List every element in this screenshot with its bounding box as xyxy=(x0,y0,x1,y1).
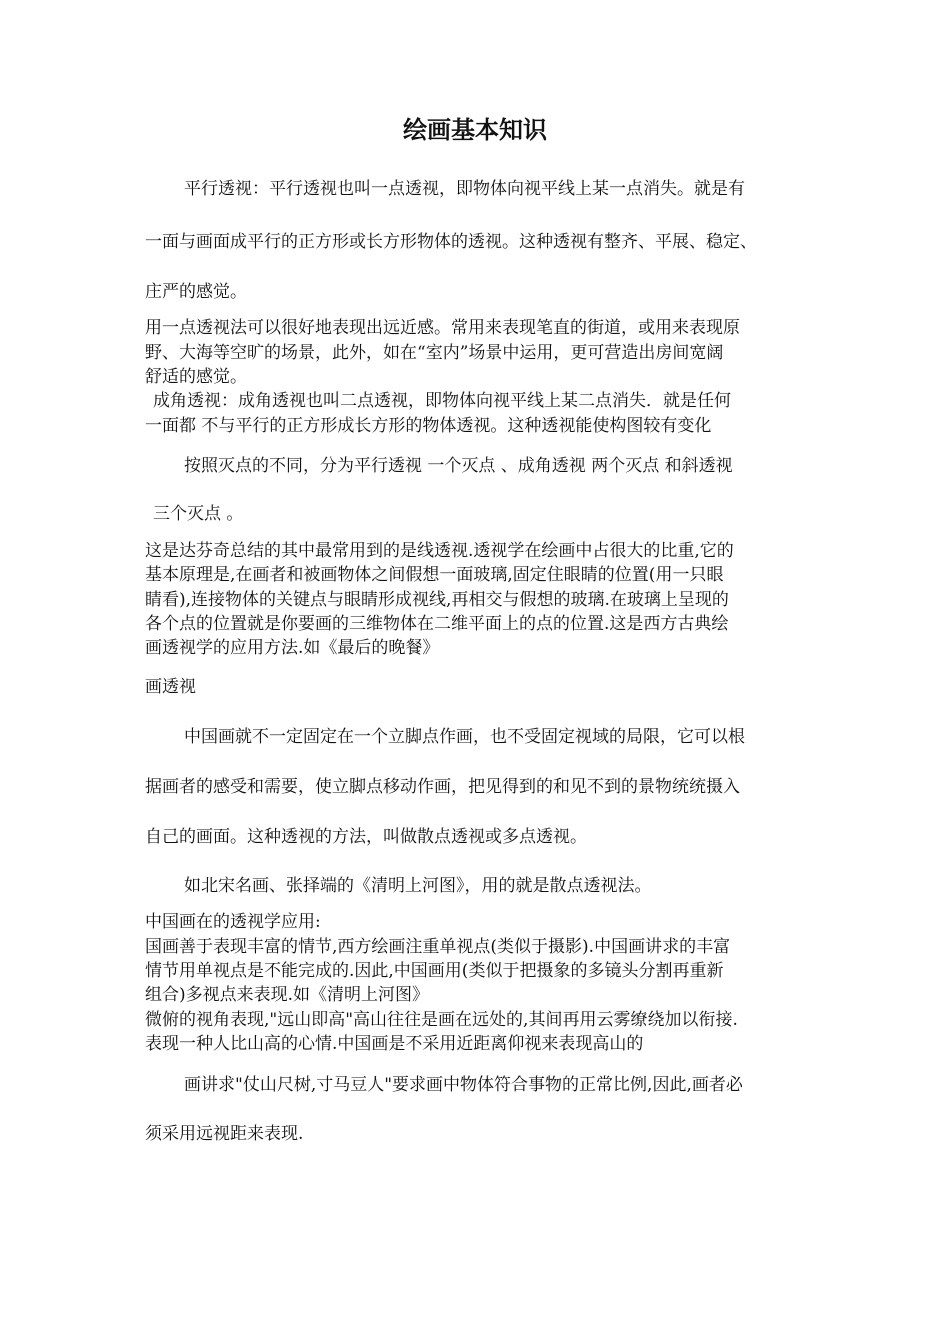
text-line: 表现一种人比山高的心情.中国画是不采用近距离仰视来表现高山的 xyxy=(145,1034,644,1054)
text-line: 用一点透视法可以很好地表现出远近感。常用来表现笔直的街道，或用来表现原 xyxy=(145,318,740,338)
text-line: 画透视学的应用方法.如《最后的晚餐》 xyxy=(145,638,440,658)
text-line: 三个灭点 。 xyxy=(153,504,244,524)
text-line: 基本原理是,在画者和被画物体之间假想一面玻璃,固定住眼睛的位置(用一只眼 xyxy=(145,565,724,585)
document-title: 绘画基本知识 xyxy=(403,115,547,144)
text-line: 如北宋名画、张择端的《清明上河图》，用的就是散点透视法。 xyxy=(184,876,652,896)
text-line: 各个点的位置就是你要画的三维物体在二维平面上的点的位置.这是西方古典绘 xyxy=(145,614,729,634)
text-line: 庄严的感觉。 xyxy=(145,282,247,302)
text-line: 画讲求"仗山尺树,寸马豆人"要求画中物体符合事物的正常比例,因此,画者必 xyxy=(184,1075,743,1095)
text-line: 国画善于表现丰富的情节,西方绘画注重单视点(类似于摄影).中国画讲求的丰富 xyxy=(145,937,731,957)
text-line: 画透视 xyxy=(145,677,196,697)
text-line: 须采用远视距来表现. xyxy=(145,1124,304,1144)
text-line: 微俯的视角表现,"远山即高"高山往往是画在远处的,其间再用云雾缭绕加以衔接. xyxy=(145,1010,738,1030)
text-line: 舒适的感觉。 xyxy=(145,367,247,387)
text-line: 按照灭点的不同，分为平行透视 一个灭点 、成角透视 两个灭点 和斜透视 xyxy=(184,456,733,476)
text-line: 成角透视：成角透视也叫二点透视，即物体向视平线上某二点消失．就是任何 xyxy=(153,391,731,411)
text-line: 睛看),连接物体的关键点与眼睛形成视线,再相交与假想的玻璃.在玻璃上呈现的 xyxy=(145,590,729,610)
text-line: 野、大海等空旷的场景，此外，如在“室内”场景中运用，更可营造出房间宽阔 xyxy=(145,343,724,363)
text-line: 中国画就不一定固定在一个立脚点作画，也不受固定视域的局限，它可以根 xyxy=(184,727,745,747)
text-line: 这是达芬奇总结的其中最常用到的是线透视.透视学在绘画中占很大的比重,它的 xyxy=(145,541,734,561)
text-line: 中国画在的透视学应用: xyxy=(145,912,321,932)
text-line: 据画者的感受和需要，使立脚点移动作画，把见得到的和见不到的景物统统摄入 xyxy=(145,777,740,797)
text-line: 情节用单视点是不能完成的.因此,中国画用(类似于把摄象的多镜头分割再重新 xyxy=(145,961,724,981)
text-line: 一面都 不与平行的正方形成长方形的物体透视。这种透视能使构图较有变化 xyxy=(145,416,712,436)
text-line: 一面与画面成平行的正方形或长方形物体的透视。这种透视有整齐、平展、稳定、 xyxy=(145,232,757,252)
text-line: 组合)多视点来表现.如《清明上河图》 xyxy=(145,985,430,1005)
text-line: 平行透视：平行透视也叫一点透视，即物体向视平线上某一点消失。就是有 xyxy=(184,179,745,199)
text-line: 自己的画面。这种透视的方法，叫做散点透视或多点透视。 xyxy=(145,827,587,847)
